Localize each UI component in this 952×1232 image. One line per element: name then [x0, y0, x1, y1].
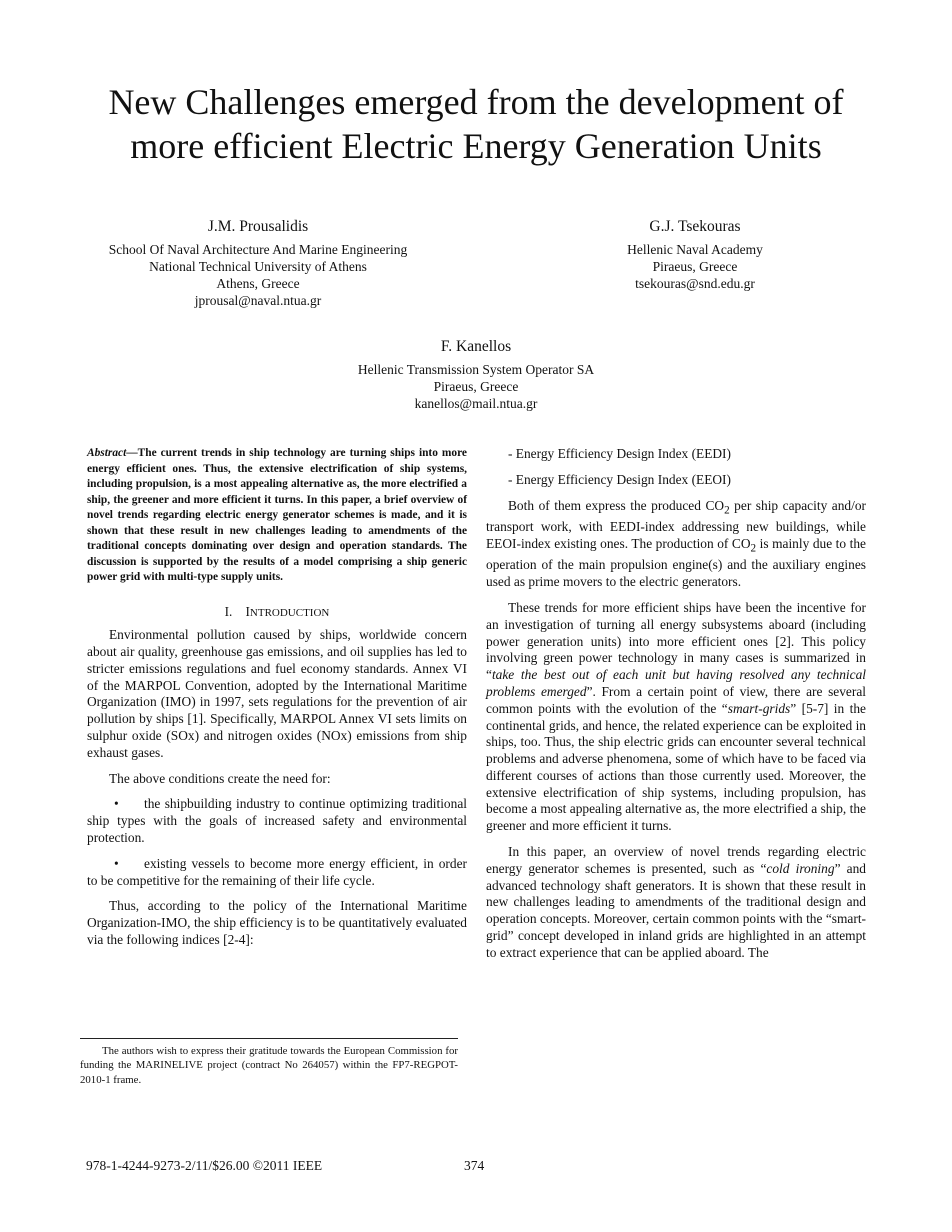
footnote: The authors wish to express their gratitude towards the European Commission for funding the MARINELIVE project (contract No 264057) within the FP7-REGPOT-2010-1 frame. — [80, 1045, 458, 1086]
abstract — [87, 446, 467, 586]
index-item-eedi: - Energy Efficiency Design Index (EEDI) — [508, 446, 731, 461]
paragraph: Thus, according to the policy of the International Maritime Organization-IMO, the ship efficiency is to be quantitatively evaluated via the following indices [2-4]: — [87, 898, 467, 948]
paragraph: Both of them express the produced $CO_2$ per ship capacity and/or transport work, with EEDI-index addressing new buildings, while EEOI-index existing ones. The production of $CO_2$ is mainly due to the operation of the main propulsion engine(s) and the auxiliary engines used as prime movers to the electric generators. — [486, 497, 866, 590]
paragraph: These trends for more efficient ships have been the incentive for an investigation of turning all energy subsystems aboard (including power generation units) into more efficient ones [2]. This policy involving green power technology in many cases is summarized in “take the best out of each unit but having resolved any technical problems emerged”. From a certain point of view, there are several common points with the evolution of the “smart-grids” [5-7] in the continental grids, and hence, the related experience can be exploited in ships, too. Thus, the ship electric grids can encounter several technical problems and adverse phenomena, some of which have to be faced via different courses of actions than those currently used. Moreover, the extensive electrification of ship systems, including propulsion, has become a most appealing alternative as, the more electrified a ship, the greener and more efficient it turns. — [486, 599, 866, 834]
italic-term: smart-grids — [727, 700, 791, 716]
author-block-3 — [300, 338, 652, 412]
author-location: Piraeus, Greece — [652, 259, 738, 274]
paragraph: The above conditions create the need for: — [109, 770, 331, 786]
right-column — [486, 446, 866, 971]
section-numeral: I. — [224, 603, 233, 619]
author-location: Piraeus, Greece — [433, 379, 519, 394]
left-column — [87, 446, 467, 958]
paper-title — [60, 80, 892, 168]
abstract-label: Abstract — [87, 447, 127, 459]
bullet-text: existing vessels to become more energy efficient, in order to be competitive for the remaining of their life cycle. — [87, 855, 467, 888]
page-number: 374 — [464, 1158, 485, 1173]
copyright-line: 978-1-4244-9273-2/11/$26.00 ©2011 IEEE — [86, 1158, 323, 1173]
author-block-1 — [80, 218, 436, 309]
author-block-2 — [570, 218, 820, 292]
subscript: 2 — [724, 504, 730, 517]
author-email: kanellos@mail.ntua.gr — [414, 396, 538, 411]
section-heading-introduction — [87, 604, 467, 622]
bullet-icon: • — [114, 855, 119, 871]
author-name: G.J. Tsekouras — [649, 218, 741, 235]
title-line-2: more efficient Electric Energy Generation Units — [130, 126, 822, 166]
italic-term: cold ironing — [766, 860, 835, 876]
bullet-icon: • — [114, 796, 119, 812]
bullet-item — [87, 856, 467, 890]
author-affiliation: Hellenic Transmission System Operator SA — [357, 362, 595, 377]
author-affiliation: School Of Naval Architecture And Marine Engineering — [108, 242, 408, 257]
index-item-eeoi: - Energy Efficiency Design Index (EEOI) — [508, 471, 731, 487]
author-name: F. Kanellos — [440, 338, 512, 355]
author-email: tsekouras@snd.edu.gr — [635, 276, 755, 291]
paragraph: In this paper, an overview of novel trends regarding electric energy generator schemes is presented, such as “cold ironing” and advanced technology shaft generators. It is shown that these result in new challenges leading to amendments of the traditional design and operation concepts. Moreover, certain common points with the “smart-grid” concept developed in inland grids are highlighted in an attempt to extract experience that can be applied aboard. The — [486, 844, 866, 960]
author-affiliation: National Technical University of Athens — [149, 259, 367, 274]
author-email: jprousal@naval.ntua.gr — [194, 293, 322, 308]
author-affiliation: Hellenic Naval Academy — [627, 242, 763, 257]
section-title-initial: I — [245, 603, 250, 619]
subscript: 2 — [750, 542, 757, 555]
author-name: J.M. Prousalidis — [207, 218, 309, 235]
bullet-text: the shipbuilding industry to continue optimizing traditional ship types with the goals of increased safety and environmental protection. — [87, 796, 467, 846]
bullet-item — [87, 796, 467, 846]
author-location: Athens, Greece — [216, 276, 300, 291]
abstract-text: —The current trends in ship technology are turning ships into more energy efficient ones. Thus, the extensive electrification of ship systems, including propulsion, is a most appealing alternative as, the more electrified a ship, the greener and more efficient it turns. In this paper, a brief overview of novel trends regarding electric energy generator schemes is made, and it is shown that these result in new challenges leading to amendments of the traditional concepts dominating over design and operation standards. The discussion is supported by the results of a model comprising a ship generic power grid with multi-type supply units. — [87, 447, 467, 583]
title-line-1: New Challenges emerged from the development of — [108, 82, 844, 122]
paragraph: Environmental pollution caused by ships, worldwide concern about air quality, greenhouse gas emissions, and oil supplies has led to stricter emissions regulations and fuel economy standards. Annex VI of the MARPOL Convention, adopted by the International Maritime Organization (IMO) in 1997, sets regulations for the prevention of air pollution by ships [1]. Specifically, MARPOL Annex VI sets limits on sulphur oxide (SOx) and nitrogen oxides (NOx) emissions from ship exhaust gases. — [87, 627, 467, 760]
section-title-rest: NTRODUCTION — [249, 606, 330, 619]
italic-quote: take the best out of each unit but having resolved any technical problems emerged — [486, 667, 866, 699]
footnote-rule — [80, 1038, 458, 1039]
